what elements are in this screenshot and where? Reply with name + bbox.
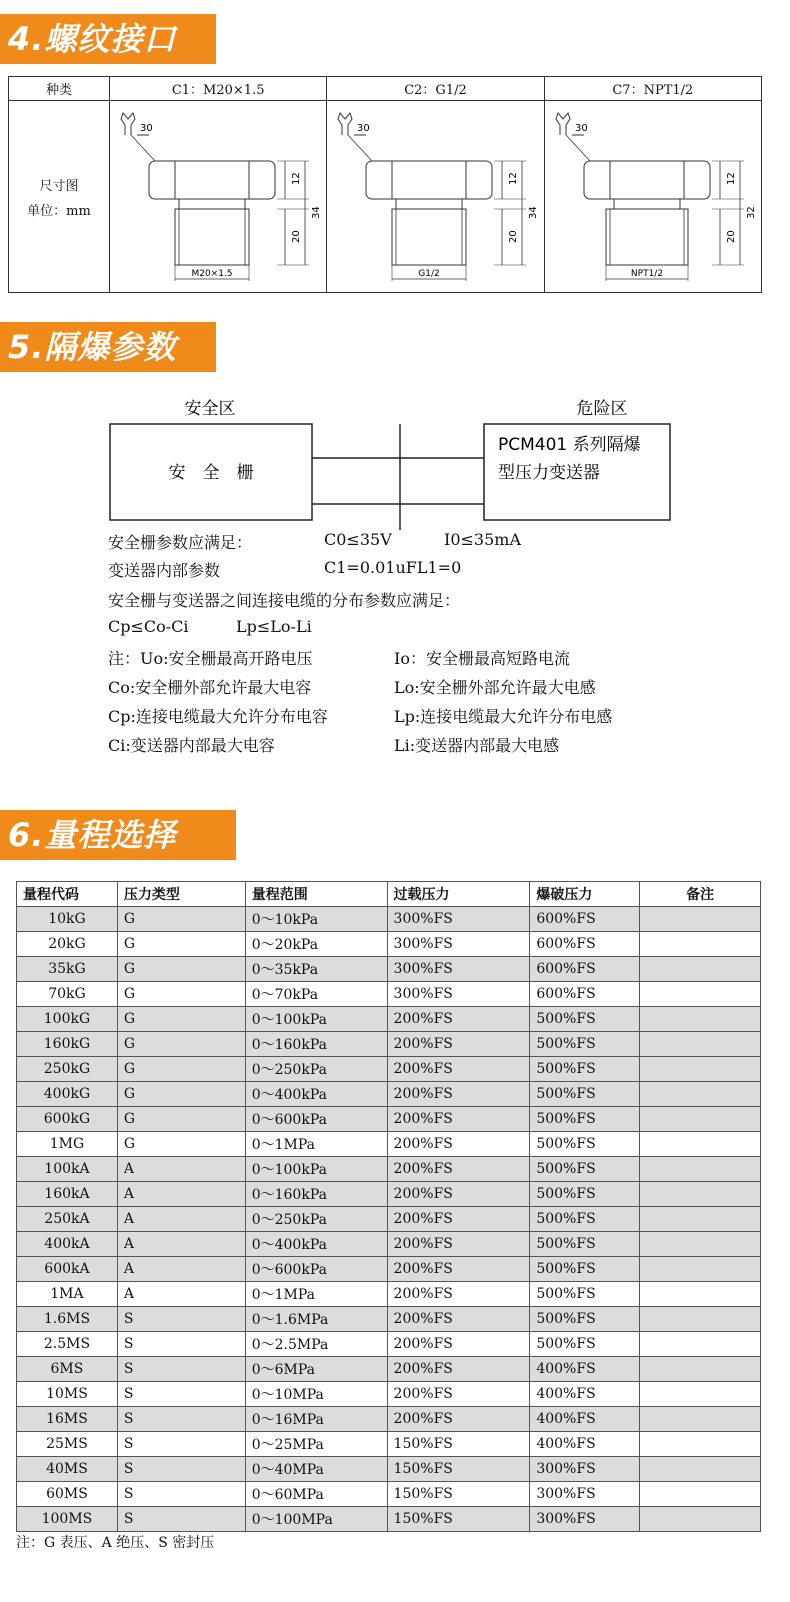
table-cell: 200%FS bbox=[387, 1207, 530, 1232]
collar bbox=[179, 199, 245, 209]
table-cell: 500%FS bbox=[530, 1307, 640, 1332]
note-uo-io: 注：Uo:安全栅最高开路电压 Io：安全栅最高短路电流 bbox=[108, 649, 570, 668]
table-row bbox=[17, 1232, 761, 1257]
table-cell: 400kG bbox=[17, 1082, 118, 1107]
threaded-body bbox=[392, 209, 466, 265]
table-cell: 25MS bbox=[17, 1432, 118, 1457]
transmitter-label-2: 型压力变送器 bbox=[498, 463, 600, 483]
table-cell: 600%FS bbox=[530, 957, 640, 982]
table-cell bbox=[640, 1307, 761, 1332]
table-cell: 0～600kPa bbox=[245, 1257, 387, 1282]
table-cell: 20kG bbox=[17, 932, 118, 957]
explosion-proof-diagram bbox=[100, 392, 690, 532]
type-header: 种类 bbox=[9, 77, 110, 101]
threaded-body bbox=[175, 209, 249, 265]
table-cell: 0～400kPa bbox=[245, 1082, 387, 1107]
table-cell: 400%FS bbox=[530, 1407, 640, 1432]
table-cell: S bbox=[117, 1507, 245, 1532]
barrier-label: 安 全 栅 bbox=[168, 463, 254, 483]
thread-spec-label: G1/2 bbox=[418, 268, 441, 279]
header-cell: 量程范围 bbox=[245, 882, 387, 907]
table-cell: 200%FS bbox=[387, 1357, 530, 1382]
leader-line bbox=[348, 135, 372, 161]
table-cell: 200%FS bbox=[387, 1382, 530, 1407]
hex-nut bbox=[149, 161, 275, 199]
table-cell: 0～25MPa bbox=[245, 1432, 387, 1457]
note-ci-li: Ci:变送器内部最大电容 Li:变送器内部最大电感 bbox=[108, 736, 560, 755]
table-cell: 10kG bbox=[17, 907, 118, 932]
table-cell: G bbox=[117, 957, 245, 982]
thread-interface-table bbox=[8, 76, 762, 293]
table-cell: 0～60MPa bbox=[245, 1482, 387, 1507]
table-cell: 1MA bbox=[17, 1282, 118, 1307]
table-cell: 0～100kPa bbox=[245, 1157, 387, 1182]
table-cell: 600kG bbox=[17, 1107, 118, 1132]
table-cell: 100kG bbox=[17, 1007, 118, 1032]
table-row bbox=[17, 907, 761, 932]
header-cell: 压力类型 bbox=[117, 882, 245, 907]
table-cell: 600%FS bbox=[530, 932, 640, 957]
cable-formula: Cp≤Co-Ci Lp≤Lo-Li bbox=[108, 617, 312, 636]
table-cell: 500%FS bbox=[530, 1207, 640, 1232]
table-cell bbox=[640, 1257, 761, 1282]
table-cell bbox=[640, 1182, 761, 1207]
table-cell: 0～6MPa bbox=[245, 1357, 387, 1382]
table-row bbox=[17, 1507, 761, 1532]
c7-dimension-drawing bbox=[548, 105, 758, 285]
table-row bbox=[17, 1407, 761, 1432]
wrench-size: 30 bbox=[357, 122, 371, 134]
table-cell: 200%FS bbox=[387, 1057, 530, 1082]
c1-header: C1：M20×1.5 bbox=[110, 77, 327, 101]
table-cell: 0～160kPa bbox=[245, 1182, 387, 1207]
table-cell: 400kA bbox=[17, 1232, 118, 1257]
table-row bbox=[17, 1257, 761, 1282]
section-5-title: 5.隔爆参数 bbox=[0, 322, 216, 372]
table-cell: G bbox=[117, 907, 245, 932]
table-cell: 0～2.5MPa bbox=[245, 1332, 387, 1357]
table-cell: 0～20kPa bbox=[245, 932, 387, 957]
table-cell: 0～1.6MPa bbox=[245, 1307, 387, 1332]
table-cell: 300%FS bbox=[387, 982, 530, 1007]
table-cell: 0～70kPa bbox=[245, 982, 387, 1007]
header-cell: 过载压力 bbox=[387, 882, 530, 907]
table-cell: 500%FS bbox=[530, 1182, 640, 1207]
range-table bbox=[16, 881, 761, 1532]
table-cell bbox=[640, 1482, 761, 1507]
thread-spec-label: M20×1.5 bbox=[191, 268, 233, 279]
table-cell: S bbox=[117, 1357, 245, 1382]
table-cell: 500%FS bbox=[530, 1157, 640, 1182]
table-cell: 300%FS bbox=[530, 1482, 640, 1507]
table-cell bbox=[640, 957, 761, 982]
table-cell: 16MS bbox=[17, 1407, 118, 1432]
table-cell: S bbox=[117, 1332, 245, 1357]
table-cell: 150%FS bbox=[387, 1457, 530, 1482]
table-cell: 150%FS bbox=[387, 1432, 530, 1457]
table-cell: 0～250kPa bbox=[245, 1057, 387, 1082]
table-cell: 0～160kPa bbox=[245, 1032, 387, 1057]
table-cell bbox=[640, 1282, 761, 1307]
table-cell: 300%FS bbox=[387, 932, 530, 957]
table-cell: 200%FS bbox=[387, 1132, 530, 1157]
table-cell bbox=[640, 907, 761, 932]
table-row bbox=[17, 1007, 761, 1032]
table-cell: 200%FS bbox=[387, 1407, 530, 1432]
range-footnote: 注：G 表压、A 绝压、S 密封压 bbox=[16, 1535, 215, 1551]
table-cell bbox=[640, 1457, 761, 1482]
table-cell: 160kG bbox=[17, 1032, 118, 1057]
table-cell: 60MS bbox=[17, 1482, 118, 1507]
table-cell bbox=[640, 1432, 761, 1457]
table-row bbox=[17, 1457, 761, 1482]
table-cell bbox=[640, 1232, 761, 1257]
table-cell: 200%FS bbox=[387, 1157, 530, 1182]
table-cell: G bbox=[117, 982, 245, 1007]
table-cell: 0～250kPa bbox=[245, 1207, 387, 1232]
table-cell: 500%FS bbox=[530, 1257, 640, 1282]
table-cell: 200%FS bbox=[387, 1307, 530, 1332]
table-cell: 70kG bbox=[17, 982, 118, 1007]
c2-header: C2：G1/2 bbox=[327, 77, 544, 101]
c2-dimension-drawing bbox=[330, 105, 540, 285]
dim-thread-value: 20 bbox=[725, 229, 737, 243]
table-row bbox=[17, 1032, 761, 1057]
table-cell: 400%FS bbox=[530, 1357, 640, 1382]
wrench-icon bbox=[556, 113, 570, 135]
table-row bbox=[17, 1332, 761, 1357]
table-row bbox=[17, 1432, 761, 1457]
transmitter-label-1: PCM401 系列隔爆 bbox=[498, 435, 641, 455]
table-cell: 40MS bbox=[17, 1457, 118, 1482]
leader-line bbox=[131, 135, 155, 161]
dim-hex-value: 12 bbox=[291, 171, 303, 185]
table-cell bbox=[640, 1507, 761, 1532]
table-cell: 600kA bbox=[17, 1257, 118, 1282]
table-cell: 300%FS bbox=[530, 1457, 640, 1482]
table-cell: 0～16MPa bbox=[245, 1407, 387, 1432]
table-row bbox=[17, 1482, 761, 1507]
header-cell: 备注 bbox=[640, 882, 761, 907]
transmitter-params: 变送器内部参数 C1=0.01uFL1=0 bbox=[108, 558, 462, 580]
hex-nut bbox=[366, 161, 492, 199]
c7-header: C7：NPT1/2 bbox=[544, 77, 761, 101]
table-cell: 500%FS bbox=[530, 1032, 640, 1057]
table-cell bbox=[640, 1407, 761, 1432]
thread-spec-label: NPT1/2 bbox=[630, 268, 663, 279]
table-cell: 2.5MS bbox=[17, 1332, 118, 1357]
table-cell: 0～400kPa bbox=[245, 1232, 387, 1257]
collar bbox=[396, 199, 462, 209]
table-cell: S bbox=[117, 1382, 245, 1407]
table-cell: A bbox=[117, 1257, 245, 1282]
collar bbox=[614, 199, 680, 209]
table-cell: S bbox=[117, 1457, 245, 1482]
table-row bbox=[17, 1082, 761, 1107]
table-cell: 0～10kPa bbox=[245, 907, 387, 932]
table-cell: 200%FS bbox=[387, 1032, 530, 1057]
table-cell: 400%FS bbox=[530, 1382, 640, 1407]
dim-total-value: 32 bbox=[745, 205, 757, 219]
table-cell: 500%FS bbox=[530, 1132, 640, 1157]
table-cell: 10MS bbox=[17, 1382, 118, 1407]
c1-drawing-cell bbox=[110, 101, 327, 293]
table-row bbox=[17, 1057, 761, 1082]
leader-line bbox=[566, 135, 590, 161]
table-cell: S bbox=[117, 1307, 245, 1332]
table-cell: 150%FS bbox=[387, 1482, 530, 1507]
table-cell: 0～40MPa bbox=[245, 1457, 387, 1482]
table-cell: S bbox=[117, 1482, 245, 1507]
table-cell bbox=[640, 1382, 761, 1407]
table-cell bbox=[640, 1207, 761, 1232]
range-table-header bbox=[17, 882, 761, 907]
table-cell: 0～100kPa bbox=[245, 1007, 387, 1032]
table-cell: 200%FS bbox=[387, 1282, 530, 1307]
safe-zone-label: 安全区 bbox=[184, 399, 236, 419]
section-4-title: 4.螺纹接口 bbox=[0, 14, 216, 64]
wrench-icon bbox=[338, 113, 352, 135]
dim-total-value: 34 bbox=[528, 205, 540, 219]
table-cell: 1MG bbox=[17, 1132, 118, 1157]
table-cell: 150%FS bbox=[387, 1507, 530, 1532]
table-cell bbox=[640, 1082, 761, 1107]
table-cell: 0～100MPa bbox=[245, 1507, 387, 1532]
table-cell: 0～35kPa bbox=[245, 957, 387, 982]
section-6-title: 6.量程选择 bbox=[0, 810, 236, 860]
table-cell: 35kG bbox=[17, 957, 118, 982]
table-cell: S bbox=[117, 1432, 245, 1457]
table-cell bbox=[640, 1032, 761, 1057]
table-cell: 0～1MPa bbox=[245, 1132, 387, 1157]
table-cell: G bbox=[117, 1082, 245, 1107]
note-co-lo: Co:安全栅外部允许最大电容 Lo:安全栅外部允许最大电感 bbox=[108, 678, 596, 697]
table-cell: G bbox=[117, 1057, 245, 1082]
table-cell: 6MS bbox=[17, 1357, 118, 1382]
table-cell bbox=[640, 982, 761, 1007]
dim-hex-value: 12 bbox=[508, 171, 520, 185]
table-row bbox=[17, 1207, 761, 1232]
table-cell: 500%FS bbox=[530, 1007, 640, 1032]
table-cell bbox=[640, 1057, 761, 1082]
table-row bbox=[17, 1182, 761, 1207]
threaded-body bbox=[606, 209, 688, 265]
table-cell: A bbox=[117, 1182, 245, 1207]
table-cell: 500%FS bbox=[530, 1107, 640, 1132]
table-cell bbox=[640, 932, 761, 957]
table-cell: 0～600kPa bbox=[245, 1107, 387, 1132]
header-cell: 量程代码 bbox=[17, 882, 118, 907]
table-row bbox=[17, 932, 761, 957]
table-cell: 160kA bbox=[17, 1182, 118, 1207]
cable-requirement: 安全栅与变送器之间连接电缆的分布参数应满足： bbox=[108, 591, 461, 610]
table-cell: 300%FS bbox=[387, 907, 530, 932]
hazard-zone-label: 危险区 bbox=[576, 399, 628, 419]
table-cell: G bbox=[117, 1132, 245, 1157]
dim-hex-value: 12 bbox=[725, 171, 737, 185]
wrench-size: 30 bbox=[574, 122, 588, 134]
table-cell: 100kA bbox=[17, 1157, 118, 1182]
hex-nut bbox=[584, 161, 710, 199]
table-cell: 200%FS bbox=[387, 1332, 530, 1357]
table-cell: 500%FS bbox=[530, 1232, 640, 1257]
table-cell bbox=[640, 1132, 761, 1157]
table-cell: G bbox=[117, 932, 245, 957]
table-row bbox=[17, 982, 761, 1007]
table-cell: 400%FS bbox=[530, 1432, 640, 1457]
table-cell: 100MS bbox=[17, 1507, 118, 1532]
table-row bbox=[17, 957, 761, 982]
c2-drawing-cell bbox=[327, 101, 544, 293]
table-cell: 1.6MS bbox=[17, 1307, 118, 1332]
table-cell: A bbox=[117, 1282, 245, 1307]
dim-total-value: 34 bbox=[311, 205, 323, 219]
table-cell: 600%FS bbox=[530, 907, 640, 932]
table-cell: S bbox=[117, 1407, 245, 1432]
dim-thread-value: 20 bbox=[508, 229, 520, 243]
table-cell: 250kG bbox=[17, 1057, 118, 1082]
dimension-label: 尺寸图 单位：mm bbox=[9, 101, 110, 293]
table-cell: 500%FS bbox=[530, 1057, 640, 1082]
table-row bbox=[17, 1157, 761, 1182]
table-cell: 250kA bbox=[17, 1207, 118, 1232]
table-cell: G bbox=[117, 1032, 245, 1057]
table-cell: 200%FS bbox=[387, 1082, 530, 1107]
dim-thread-value: 20 bbox=[291, 229, 303, 243]
table-cell: 200%FS bbox=[387, 1107, 530, 1132]
c7-drawing-cell bbox=[544, 101, 761, 293]
table-row bbox=[17, 1282, 761, 1307]
table-cell: 200%FS bbox=[387, 1007, 530, 1032]
table-cell: 500%FS bbox=[530, 1082, 640, 1107]
table-cell bbox=[640, 1332, 761, 1357]
table-cell: A bbox=[117, 1232, 245, 1257]
table-cell: 200%FS bbox=[387, 1182, 530, 1207]
table-cell: 300%FS bbox=[530, 1507, 640, 1532]
table-cell: 200%FS bbox=[387, 1257, 530, 1282]
wrench-icon bbox=[121, 113, 135, 135]
table-row bbox=[17, 1307, 761, 1332]
table-cell: 0～10MPa bbox=[245, 1382, 387, 1407]
table-cell: G bbox=[117, 1007, 245, 1032]
table-row bbox=[17, 1132, 761, 1157]
c1-dimension-drawing bbox=[113, 105, 323, 285]
barrier-requirement: 安全栅参数应满足： C0≤35V I0≤35mA bbox=[108, 530, 521, 552]
table-row bbox=[17, 1357, 761, 1382]
table-cell: A bbox=[117, 1157, 245, 1182]
table-cell: 500%FS bbox=[530, 1332, 640, 1357]
table-row bbox=[17, 1382, 761, 1407]
wrench-size: 30 bbox=[140, 122, 153, 134]
table-cell: G bbox=[117, 1107, 245, 1132]
table-cell: A bbox=[117, 1207, 245, 1232]
table-cell: 600%FS bbox=[530, 982, 640, 1007]
table-cell bbox=[640, 1157, 761, 1182]
table-cell bbox=[640, 1107, 761, 1132]
header-cell: 爆破压力 bbox=[530, 882, 640, 907]
table-cell: 0～1MPa bbox=[245, 1282, 387, 1307]
table-cell: 200%FS bbox=[387, 1232, 530, 1257]
table-cell: 300%FS bbox=[387, 957, 530, 982]
note-cp-lp: Cp:连接电缆最大允许分布电容 Lp:连接电缆最大允许分布电感 bbox=[108, 707, 613, 726]
table-cell bbox=[640, 1007, 761, 1032]
table-cell: 500%FS bbox=[530, 1282, 640, 1307]
table-row bbox=[17, 1107, 761, 1132]
table-cell bbox=[640, 1357, 761, 1382]
